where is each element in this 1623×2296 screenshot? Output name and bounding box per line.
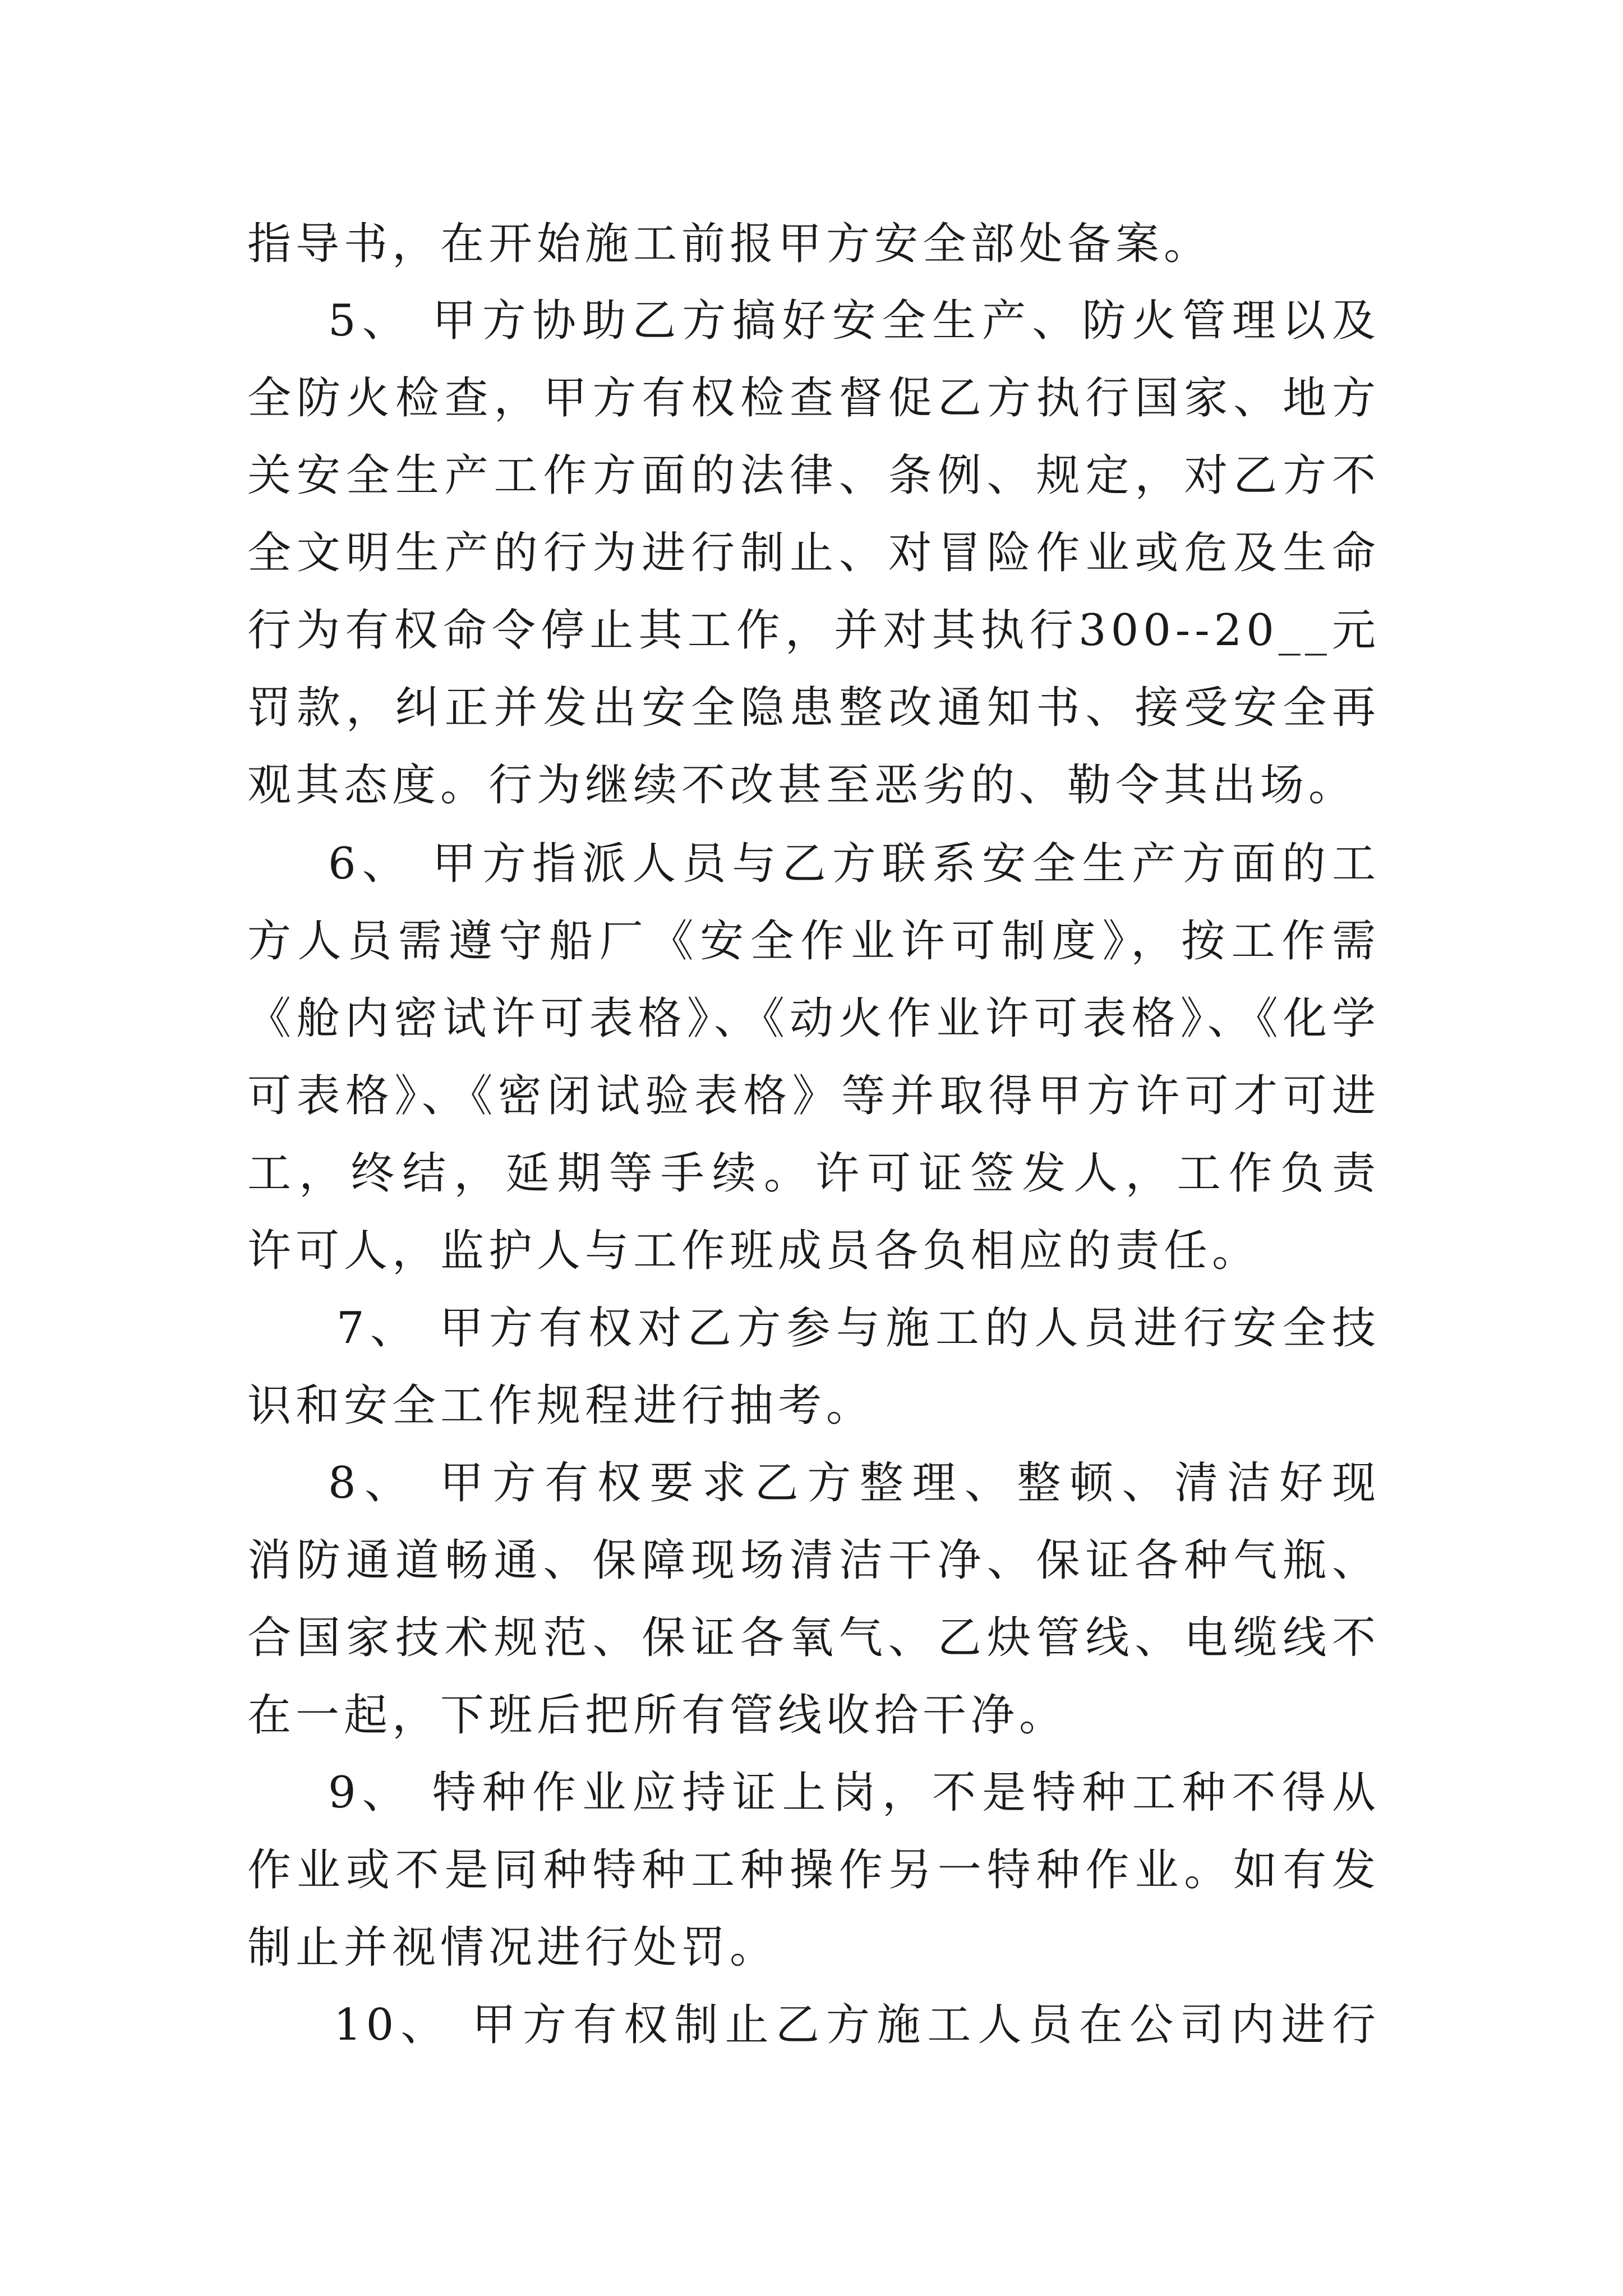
paragraph-5-line: 观其态度。行为继续不改甚至恶劣的、勒令其出场。: [247, 760, 1357, 811]
paragraph-6-line: 工，终结，延期等手续。许可证签发人，工作负责: [247, 1148, 1380, 1199]
paragraph-6-line: 《舱内密试许可表格》、《动火作业许可表格》、《化学: [247, 993, 1380, 1044]
paragraph-6-line: 许可人，监护人与工作班成员各负相应的责任。: [247, 1226, 1261, 1276]
paragraph-8-line: 在一起，下班后把所有管线收拾干净。: [247, 1690, 1068, 1741]
paragraph-5-line: 罚款，纠正并发出安全隐患整改通知书、接受安全再: [247, 683, 1380, 733]
paragraph-7-line: 识和安全工作规程进行抽考。: [247, 1381, 875, 1431]
paragraph-8-line: 8、 甲方有权要求乙方整理、整顿、清洁好现: [328, 1458, 1380, 1508]
paragraph-5-line: 全文明生产的行为进行制止、对冒险作业或危及生命: [247, 528, 1380, 578]
paragraph-5-line: 行为有权命令停止其工作，并对其执行300--20__元: [247, 605, 1380, 656]
paragraph-9-line: 制止并视情况进行处罚。: [247, 1922, 778, 1973]
paragraph-9-line: 9、 特种作业应持证上岗，不是特种工种不得从: [328, 1768, 1380, 1818]
paragraph-8-line: 消防通道畅通、保障现场清洁干净、保证各种气瓶、: [247, 1535, 1380, 1586]
text-line: 指导书，在开始施工前报甲方安全部处备案。: [247, 219, 1212, 269]
paragraph-7-line: 7、 甲方有权对乙方参与施工的人员进行安全技: [336, 1303, 1380, 1354]
paragraph-9-line: 作业或不是同种特种工种操作另一特种作业。如有发: [247, 1845, 1380, 1895]
paragraph-6-line: 可表格》、《密闭试验表格》等并取得甲方许可才可进: [247, 1071, 1380, 1121]
paragraph-8-line: 合国家技术规范、保证各氧气、乙炔管线、电缆线不: [247, 1613, 1380, 1663]
paragraph-5-line: 关安全生产工作方面的法律、条例、规定，对乙方不: [247, 450, 1380, 501]
paragraph-5-line: 5、 甲方协助乙方搞好安全生产、防火管理以及: [328, 296, 1380, 346]
paragraph-6-line: 方人员需遵守船厂《安全作业许可制度》，按工作需: [247, 916, 1380, 967]
paragraph-10-line: 10、 甲方有权制止乙方施工人员在公司内进行: [334, 2000, 1380, 2050]
paragraph-6-line: 6、 甲方指派人员与乙方联系安全生产方面的工: [328, 839, 1380, 889]
paragraph-5-line: 全防火检查，甲方有权检查督促乙方执行国家、地方: [247, 373, 1380, 424]
